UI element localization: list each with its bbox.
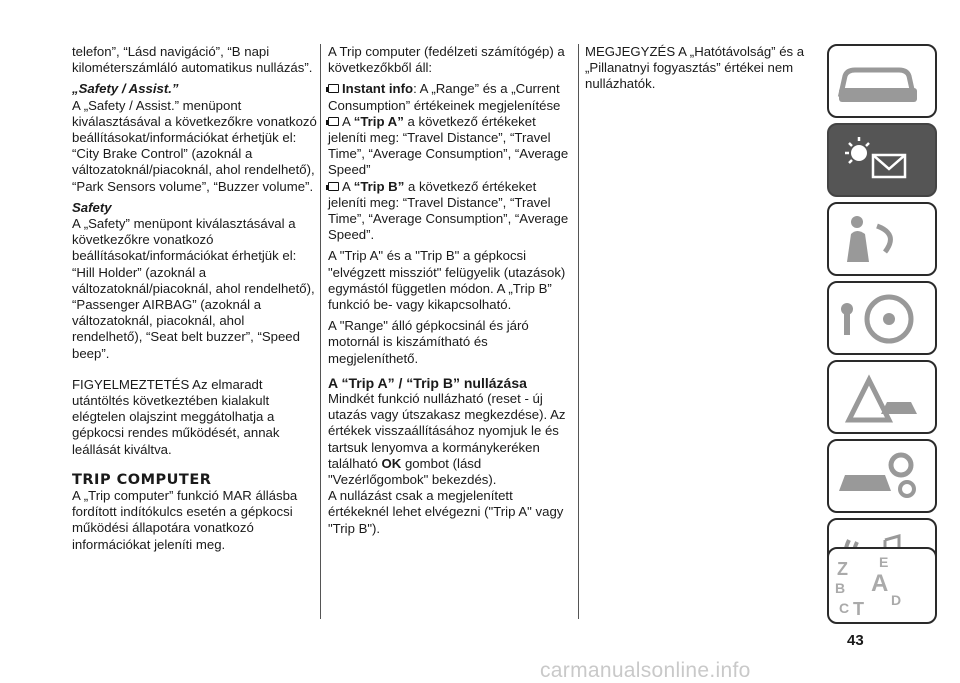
bullet-trip-a: A “Trip A” a következő értékeket jeleníti meg: “Travel Distance”, “Travel Time”, “Average Consumption”, “Average Speed” [328,113,569,178]
warning-paragraph: FIGYELMEZTETÉS Az elmaradt utántöltés következtében kialakult elégtelen olajszint meggátolhatja a gépkocsi rendes működését, annak leállását kiváltva. [72,376,280,457]
column-divider [578,44,579,619]
chapter-tab-dashboard[interactable] [827,123,937,197]
bullet-instant-info: Instant info: A „Range” és a „Current Consumption” értékeinek megjelenítése [328,81,561,113]
chapter-tab-maintenance[interactable] [827,439,937,513]
column-left [72,44,317,558]
column-middle [328,44,573,542]
index-letters-icon [829,549,935,622]
paragraph: A "Range" álló gépkocsinál és járó motornál is kiszámítható és megjeleníthető. [328,318,529,366]
chapter-tab-vehicle[interactable] [827,44,937,118]
bullet-trip-b: A “Trip B” a következő értékeket jeleníti meg: “Travel Distance”, “Travel Time”, “Average Consumption”, “Average Speed”. [328,178,569,243]
paragraph: A „Safety” menüpont kiválasztásával a következőkre vonatkozó beállításokat/információkat érhetjük el: “Hill Holder” (azoknál a változatoknál/piacoknál, ahol rendelhető), “Passenger AIRBAG” (azoknál a változatoknál, piacoknál, ahol rendelhető), “Seat belt buzzer”, “Speed beep”. [72,216,315,361]
paragraph: A nullázást csak a megjelenített értékeknél lehet elvégezni ("Trip A" vagy "Trip B"). [328,488,564,536]
car-gears-icon [829,441,935,511]
column-right [585,44,810,98]
chapter-tab-starting-driving[interactable] [827,281,937,355]
page-number: 43 [847,632,864,649]
svg-text:D: D [891,592,902,608]
svg-text:B: B [835,580,846,596]
heading-trip-reset: A “Trip A” / “Trip B” nullázása [328,374,527,391]
column-divider [320,44,321,619]
paragraph: telefon”, “Lásd navigáció”, “B napi kilométerszámláló automatikus nullázás”. [72,44,313,76]
watermark: carmanualsonline.info [540,659,751,682]
key-steering-wheel-icon [829,283,935,353]
paragraph: Mindkét funkció nullázható (reset - új utazás vagy útszakasz megkezdése). Az értékek visszaállításához nyomjuk le és tartsuk lenyomva a kormánykeréken található OK gombot (lásd "Vezérlőgombok" bekezdés). [328,391,566,488]
chapter-tab-emergency[interactable] [827,360,937,434]
paragraph: A "Trip A" és a "Trip B" a gépkocsi "elvégzett missziót" felügyelik (utazások) egymástól független módon. A „Trip B” funkció be- vagy kikapcsolható. [328,248,566,313]
dashboard-light-envelope-icon [829,125,935,195]
svg-text:C: C [839,600,850,616]
heading-trip-computer: TRIP COMPUTER [72,471,212,488]
svg-text:E: E [879,554,889,570]
note-paragraph: MEGJEGYZÉS A „Hatótávolság” és a „Pillanatnyi fogyasztás” értékei nem nullázhatók. [585,44,805,92]
heading-safety-assist: „Safety / Assist.” [72,81,179,97]
bullet-icon [328,117,339,126]
svg-text:A: A [871,570,889,597]
paragraph: A „Trip computer” funkció MAR állásba fordított indítókulcs esetén a gépkocsi működési állapotára vonatkozó információkat jeleníti meg. [72,488,298,552]
svg-text:T: T [853,599,864,619]
paragraph: A „Safety / Assist.” menüpont kiválasztásával a következőkre vonatkozó beállításokat/információkat érhetjük el: “City Brake Control” (azoknál a változatoknál/piacoknál, ahol rendelhető), “Park Sensors volume”, “Buzzer volume”. [72,97,317,194]
chapter-tab-safety[interactable] [827,202,937,276]
car-icon [829,46,935,116]
paragraph: A Trip computer (fedélzeti számítógép) a következőkből áll: [328,44,565,76]
chapter-tab-index[interactable] [827,547,937,624]
seatbelt-airbag-icon [829,204,935,274]
heading-safety: Safety [72,199,112,215]
bullet-icon [328,182,339,191]
bullet-icon [328,84,339,93]
warning-triangle-car-icon [829,362,935,432]
svg-text:Z: Z [837,559,848,579]
